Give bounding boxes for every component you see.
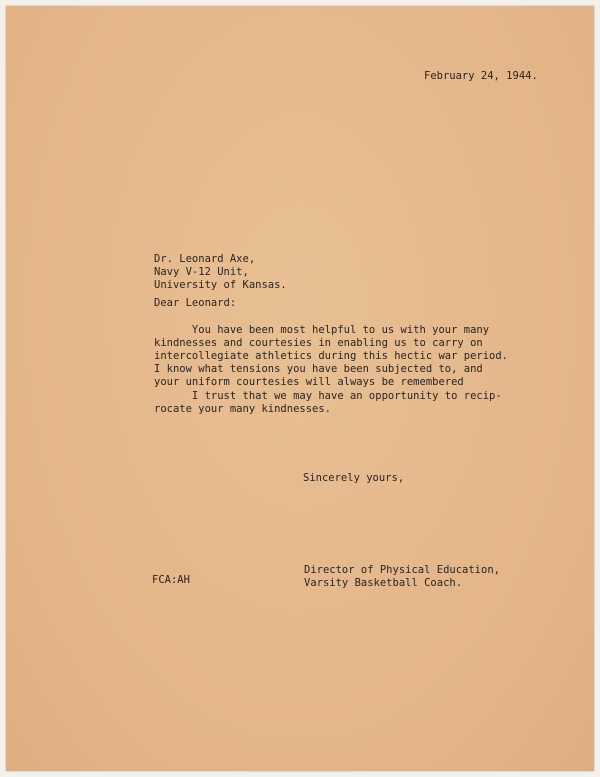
body-line: You have been most helpful to us with your many xyxy=(154,324,490,336)
body-paragraph-2 xyxy=(154,390,502,416)
signature-title-line: Director of Physical Education, xyxy=(304,564,500,576)
body-paragraph-1 xyxy=(154,324,508,389)
recipient-line: Dr. Leonard Axe, xyxy=(154,253,256,265)
signature-title-line: Varsity Basketball Coach. xyxy=(304,577,463,589)
closing: Sincerely yours, xyxy=(303,472,405,484)
letter-date: February 24, 1944. xyxy=(424,70,538,82)
letter-page xyxy=(6,6,594,771)
reference-initials: FCA:AH xyxy=(152,574,190,586)
body-line: rocate your many kindnesses. xyxy=(154,403,332,415)
body-line: I know what tensions you have been subjected to, and xyxy=(154,363,483,375)
body-line: your uniform courtesies will always be remembered xyxy=(154,376,464,388)
body-line: I trust that we may have an opportunity to recip- xyxy=(154,390,502,402)
salutation: Dear Leonard: xyxy=(154,297,237,309)
signature-block xyxy=(304,564,500,590)
body-line: intercollegiate athletics during this hectic war period. xyxy=(154,350,509,362)
recipient-line: University of Kansas. xyxy=(154,279,287,291)
recipient-address xyxy=(154,253,287,292)
recipient-line: Navy V-12 Unit, xyxy=(154,266,249,278)
body-line: kindnesses and courtesies in enabling us to carry on xyxy=(154,337,483,349)
